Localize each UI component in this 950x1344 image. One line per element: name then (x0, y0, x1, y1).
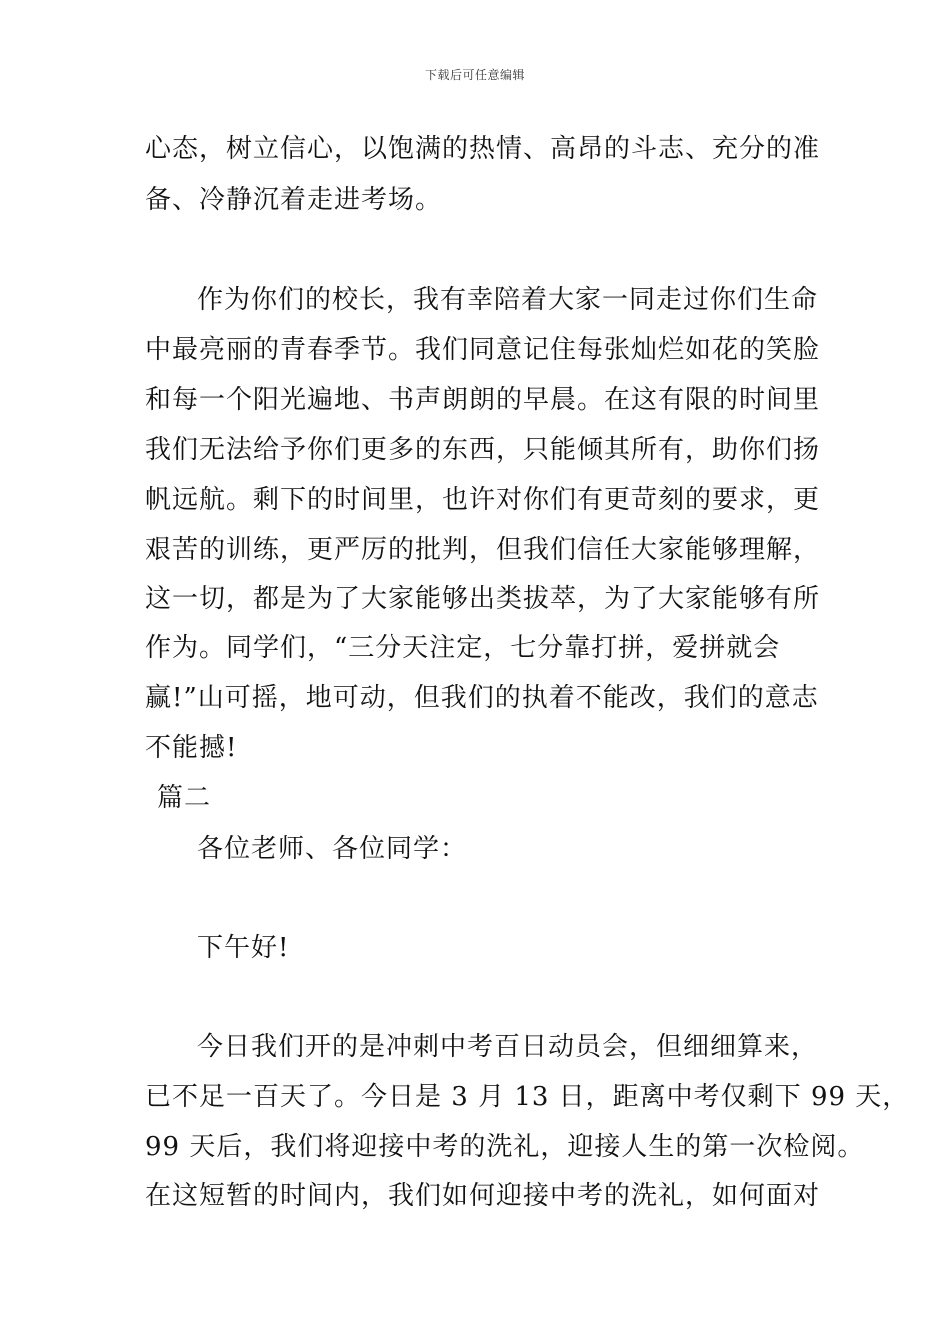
paragraph-start-line: 今日我们开的是冲刺中考百日动员会，但细细算来， (197, 1032, 819, 1062)
text-line: 99 天后，我们将迎接中考的洗礼，迎接人生的第一次检阅。 (145, 1132, 865, 1162)
text-line: 不能撼! (145, 733, 238, 763)
salutation: 各位老师、各位同学： (197, 834, 468, 864)
text-line: 艰苦的训练，更严厉的批判，但我们信任大家能够理解， (145, 535, 821, 565)
text-line: 和每一个阳光遍地、书声朗朗的早晨。在这有限的时间里 (145, 385, 821, 415)
page-header: 下载后可任意编辑 (424, 68, 525, 82)
text-line: 备、冷静沉着走进考场。 (145, 185, 443, 215)
section-title: 篇二 (157, 783, 212, 813)
text-line: 帆远航。剩下的时间里，也许对你们有更苛刻的要求，更 (145, 485, 821, 515)
text-line: 中最亮丽的青春季节。我们同意记住每张灿烂如花的笑脸 (145, 335, 821, 365)
greeting: 下午好! (197, 933, 290, 963)
paragraph-start-line: 作为你们的校长，我有幸陪着大家一同走过你们生命 (197, 285, 819, 315)
text-line: 这一切，都是为了大家能够出类拔萃，为了大家能够有所 (145, 584, 821, 614)
text-line: 赢!”山可摇，地可动，但我们的执着不能改，我们的意志 (145, 683, 819, 713)
text-line: 心态，树立信心，以饱满的热情、高昂的斗志、充分的准 (145, 134, 821, 164)
text-line: 在这短暂的时间内，我们如何迎接中考的洗礼，如何面对 (145, 1181, 821, 1211)
text-line: 我们无法给予你们更多的东西，只能倾其所有，助你们扬 (145, 435, 821, 465)
text-line: 已不足一百天了。今日是 3 月 13 日，距离中考仅剩下 99 天， (145, 1082, 910, 1112)
text-line: 作为。同学们，“三分天注定，七分靠打拼，爱拼就会 (145, 633, 781, 663)
